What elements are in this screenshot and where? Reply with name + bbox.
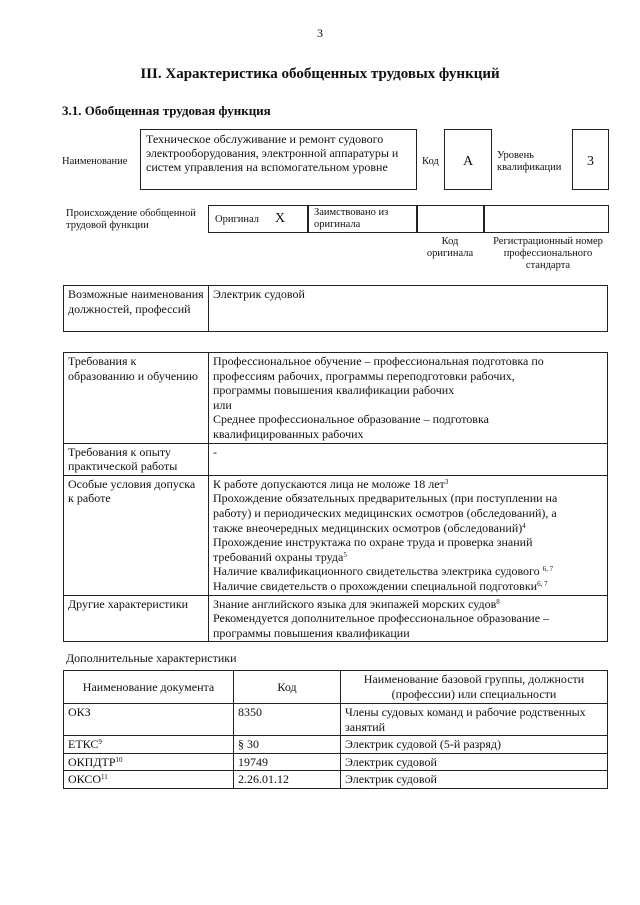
subsection-title: 3.1. Обобщенная трудовая функция xyxy=(62,103,271,118)
table-row xyxy=(64,736,608,754)
additional-table xyxy=(63,670,608,789)
code-original-caption: Код оригинала xyxy=(426,236,474,259)
name-cell: Электрик судовой (5-й разряд) xyxy=(341,736,608,754)
req-line: программы повышения квалификации xyxy=(213,625,410,640)
reg-number-caption: Регистрационный номер профессионального стандарта xyxy=(493,236,603,271)
code-cell: § 30 xyxy=(234,736,341,754)
header-doc: Наименование документа xyxy=(64,671,234,704)
reg-number-box xyxy=(484,205,609,233)
table-row xyxy=(64,704,608,736)
req-line: программы повышения квалификации рабочих xyxy=(213,383,455,398)
code-original-box xyxy=(417,205,484,233)
level-box xyxy=(572,129,609,190)
origin-label: Происхождение обобщенной трудовой функции xyxy=(66,208,196,231)
gtf-name-value: Техническое обслуживание и ремонт судового электрооборудования, электронной аппаратуры и систем управления на вспомогательном уровне xyxy=(146,132,399,174)
original-box xyxy=(208,205,308,233)
name-cell: Электрик судовой xyxy=(341,771,608,789)
code-value: A xyxy=(462,154,474,169)
req-line: Среднее профессиональное образование – подготовка xyxy=(213,412,489,427)
code-box xyxy=(444,129,492,190)
footnote-ref: 4 xyxy=(522,521,526,530)
req-experience-label: Требования к опыту практической работы xyxy=(64,443,209,475)
doc-cell: ОКСО$^{11}$ xyxy=(64,771,234,789)
footnote-ref: 3 xyxy=(444,477,449,486)
req-line: Наличие свидетельств о прохождении специальной подготовки$^{6, 7}$ xyxy=(213,578,548,593)
req-line: Знание английского языка для экипажей морских судов$^8$ xyxy=(213,596,500,611)
req-experience-value: - xyxy=(209,443,608,475)
code-cell: 19749 xyxy=(234,753,341,771)
page-number: 3 xyxy=(317,26,323,40)
borrowed-box xyxy=(308,205,417,233)
header-code: Код xyxy=(234,671,341,704)
req-line: Наличие квалификационного свидетельства электрика судового $^{6, 7}$ xyxy=(213,564,554,579)
code-label: Код xyxy=(422,156,439,167)
req-other-label: Другие характеристики xyxy=(64,595,209,642)
name-cell: Электрик судовой xyxy=(341,753,608,771)
req-education-label: Требования к образованию и обучению xyxy=(64,353,209,444)
name-label: Наименование xyxy=(62,156,128,167)
original-label: Оригинал xyxy=(215,214,259,225)
positions-value: Электрик судовой xyxy=(209,286,608,332)
header-name: Наименование базовой группы, должности (профессии) или специальности xyxy=(341,671,608,704)
req-line: требований охраны труда$^5$ xyxy=(213,549,347,564)
level-value: 3 xyxy=(587,154,594,169)
req-line: или xyxy=(213,397,232,412)
name-cell: Члены судовых команд и рабочие родственных занятий xyxy=(341,704,608,736)
footnote-ref: 6, 7 xyxy=(537,579,548,588)
footnote-ref: 5 xyxy=(343,550,347,559)
footnote-ref: 6, 7 xyxy=(542,565,554,574)
req-conditions-label: Особые условия допуска к работе xyxy=(64,475,209,595)
req-line: работу) и периодических медицинских осмотров (обследований), а xyxy=(213,505,557,520)
positions-label: Возможные наименования должностей, профессий xyxy=(64,286,209,332)
req-line: также внеочередных медицинских осмотров (обследований)$^4$ xyxy=(213,520,526,535)
code-cell: 8350 xyxy=(234,704,341,736)
doc-cell: ОКЗ xyxy=(64,704,234,736)
original-mark: X xyxy=(275,211,286,226)
table-row xyxy=(64,771,608,789)
req-line: К работе допускаются лица не моложе 18 лет$^3$ xyxy=(213,476,449,491)
req-other-value xyxy=(209,595,608,642)
borrowed-label: Заимствовано из оригинала xyxy=(314,207,389,230)
req-line: профессиям рабочих, программы переподготовки рабочих, xyxy=(213,368,515,383)
req-line: квалифицированных рабочих xyxy=(213,426,364,441)
requirements-table xyxy=(63,352,608,642)
req-line: Прохождение инструктажа по охране труда и проверка знаний xyxy=(213,535,533,550)
req-education-value xyxy=(209,353,608,444)
level-label: Уровень квалификации xyxy=(497,150,562,173)
additional-title: Дополнительные характеристики xyxy=(66,651,237,665)
table-row xyxy=(64,753,608,771)
req-line: Рекомендуется дополнительное профессиональное образование – xyxy=(213,611,550,626)
doc-cell: ЕТКС$^9$ xyxy=(64,736,234,754)
footnote-ref: 8 xyxy=(496,597,500,606)
doc-cell: ОКПДТР$^{10}$ xyxy=(64,753,234,771)
req-conditions-value xyxy=(209,475,608,595)
gtf-name-box xyxy=(140,129,417,190)
code-cell: 2.26.01.12 xyxy=(234,771,341,789)
section-title: III. Характеристика обобщенных трудовых функций xyxy=(140,66,500,82)
positions-table xyxy=(63,285,608,332)
req-line: Профессиональное обучение – профессиональная подготовка по xyxy=(213,354,544,368)
req-line: Прохождение обязательных предварительных (при поступлении на xyxy=(213,491,558,506)
